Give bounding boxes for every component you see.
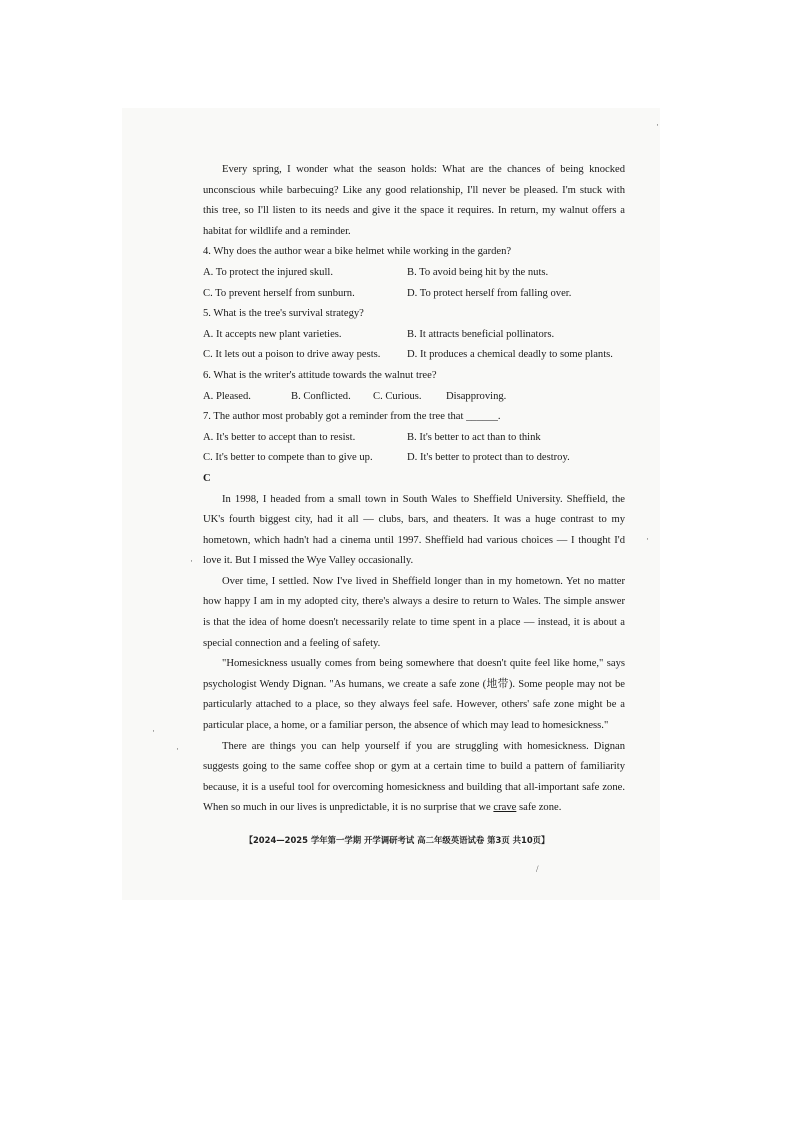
option-c: C. It's better to compete than to give up. (203, 452, 373, 464)
passage-c-paragraph-3: "Homesickness usually comes from being somewhere that doesn't quite feel like home," says psychologist Wendy Dignan. "As humans, we create a safe zone (地带). Some people may not be particularly attached to a place, so they always feel safe. However, others' safe zone might be a particular place, a home, or a familiar person, the absence of which may lead to homesickness." (203, 658, 625, 732)
option-b: B. It's better to act than to think (407, 431, 541, 443)
page-footer: 【2024—2025 学年第一学期 开学调研考试 高二年级英语试卷 第3页 共10页】 (244, 835, 550, 845)
option-b: B. To avoid being hit by the nuts. (407, 266, 549, 278)
option-a: A. To protect the injured skull. (203, 266, 333, 278)
option-c: C. Curious. (373, 390, 422, 402)
option-a: A. It's better to accept than to resist. (203, 431, 356, 443)
option-c: C. It lets out a poison to drive away pests. (203, 349, 381, 361)
scan-speck: / (536, 864, 539, 874)
question-stem: 4. Why does the author wear a bike helmet while working in the garden? (203, 246, 512, 258)
question-5 (203, 304, 625, 366)
passage-c-paragraph-4: There are things you can help yourself if you are struggling with homesickness. Dignan suggests going to the same coffee shop or gym at a certain time to build a pattern of familiarity because, it is a useful tool for overcoming homesickness and building that all-important safe zone. When so much in our lives is unpredictable, it is no surprise that we crave safe zone. (203, 740, 625, 814)
option-d: Disapproving. (446, 390, 507, 402)
scan-speck: · (646, 534, 649, 544)
scan-speck: · (152, 726, 155, 736)
exam-page-content (203, 160, 625, 819)
option-d: D. It's better to protect than to destroy. (407, 452, 570, 464)
passage-b-final-paragraph: Every spring, I wonder what the season holds: What are the chances of being knocked unconscious while barbecuing? Like any good relationship, I'll never be pleased. I'm stuck with this tree, so I'll listen to its needs and give it the space it requires. In return, my walnut offers a habitat for wildlife and a reminder. (203, 164, 625, 237)
question-6 (203, 366, 625, 407)
section-c-heading: C (203, 472, 211, 484)
passage-c-paragraph-1: In 1998, I headed from a small town in South Wales to Sheffield University. Sheffield, the UK's fourth biggest city, had it all — clubs, bars, and theaters. It was a huge contrast to my hometown, which hadn't had a cinema until 1997. Sheffield had various choices — I thought I'd love it. But I missed the Wye Valley occasionally. (203, 493, 625, 567)
question-4 (203, 242, 625, 304)
question-stem: 5. What is the tree's survival strategy? (203, 308, 364, 320)
option-d: D. To protect herself from falling over. (407, 287, 572, 299)
option-c: C. To prevent herself from sunburn. (203, 287, 355, 299)
passage-c-paragraph-2: Over time, I settled. Now I've lived in Sheffield longer than in my hometown. Yet no matter how happy I am in my adopted city, there's always a desire to return to Wales. The simple answer is that the idea of home doesn't necessarily relate to time spent in a place — instead, it is about a special connection and a feeling of safety. (203, 575, 625, 649)
question-7 (203, 407, 625, 469)
scan-speck: · (656, 120, 659, 130)
scan-speck: · (190, 556, 193, 566)
option-d: D. It produces a chemical deadly to some plants. (407, 349, 613, 361)
option-b: B. Conflicted. (291, 390, 351, 402)
question-stem: 7. The author most probably got a reminder from the tree that ______. (203, 411, 501, 423)
question-stem: 6. What is the writer's attitude towards the walnut tree? (203, 369, 437, 381)
scan-speck: · (176, 744, 179, 754)
option-a: A. Pleased. (203, 390, 251, 402)
option-a: A. It accepts new plant varieties. (203, 328, 342, 340)
underlined-word: crave (493, 802, 517, 814)
option-b: B. It attracts beneficial pollinators. (407, 328, 555, 340)
